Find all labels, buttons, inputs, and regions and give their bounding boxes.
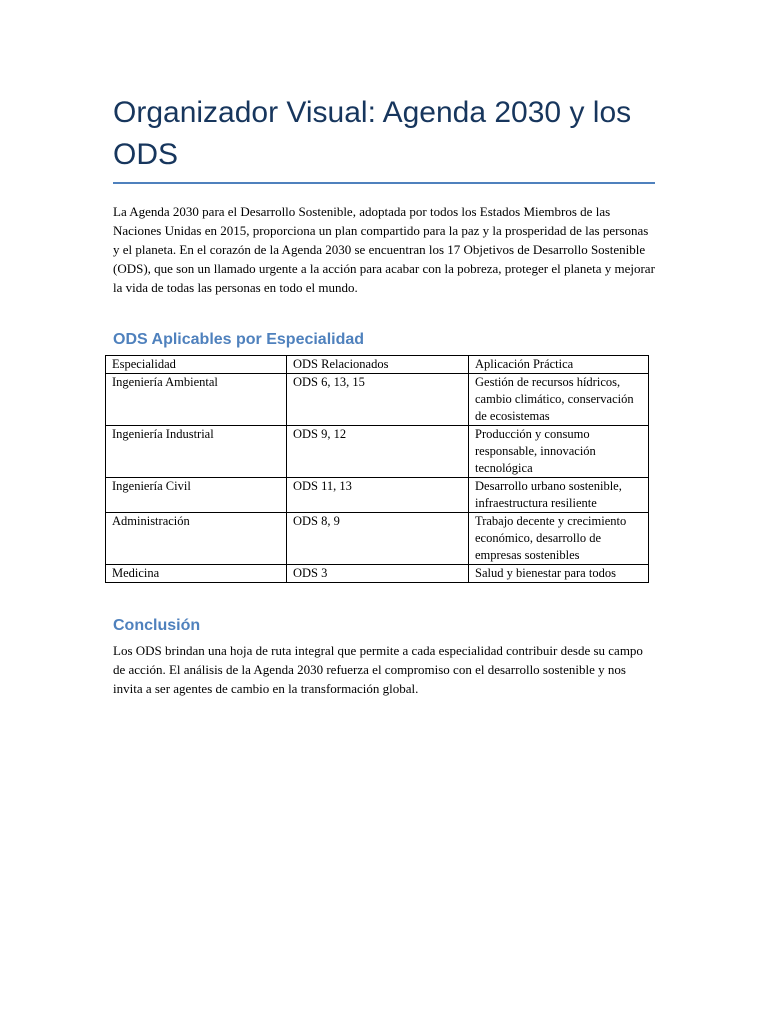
table-header-cell: Aplicación Práctica [469, 356, 649, 374]
table-cell: Ingeniería Industrial [106, 426, 287, 478]
table-cell: Administración [106, 513, 287, 565]
table-cell: ODS 6, 13, 15 [287, 374, 469, 426]
table-cell: Ingeniería Civil [106, 478, 287, 513]
table-row [106, 513, 649, 565]
table-cell: Desarrollo urbano sostenible, infraestructura resiliente [469, 478, 649, 513]
intro-paragraph: La Agenda 2030 para el Desarrollo Sostenible, adoptada por todos los Estados Miembros de las Naciones Unidas en 2015, proporciona un plan compartido para la paz y la prosperidad de las personas y el planeta. En el corazón de la Agenda 2030 se encuentran los 17 Objetivos de Desarrollo Sostenible (ODS), que son un llamado urgente a la acción para acabar con la pobreza, proteger el planeta y mejorar la vida de todas las personas en todo el mundo. [113, 204, 655, 295]
table-header-cell: Especialidad [106, 356, 287, 374]
table-cell: Medicina [106, 565, 287, 583]
document-page [113, 92, 655, 698]
table-row [106, 374, 649, 426]
section-heading-conclusion: Conclusión [113, 617, 201, 634]
table-row [106, 426, 649, 478]
table-cell: Salud y bienestar para todos [469, 565, 649, 583]
table-cell: ODS 3 [287, 565, 469, 583]
table-cell: ODS 9, 12 [287, 426, 469, 478]
conclusion-paragraph: Los ODS brindan una hoja de ruta integral que permite a cada especialidad contribuir desde su campo de acción. El análisis de la Agenda 2030 refuerza el compromiso con el desarrollo sostenible y nos invita a ser agentes de cambio en la transformación global. [113, 643, 643, 696]
ods-table [105, 355, 649, 583]
table-row [106, 565, 649, 583]
table-header-cell: ODS Relacionados [287, 356, 469, 374]
section-heading-ods: ODS Aplicables por Especialidad [113, 331, 365, 348]
table-cell: Ingeniería Ambiental [106, 374, 287, 426]
table-header-row [106, 356, 649, 374]
table-cell: Producción y consumo responsable, innovación tecnológica [469, 426, 649, 478]
document-title: Organizador Visual: Agenda 2030 y los ODS [113, 92, 655, 184]
table-cell: Gestión de recursos hídricos, cambio climático, conservación de ecosistemas [469, 374, 649, 426]
table-row [106, 478, 649, 513]
table-cell: ODS 8, 9 [287, 513, 469, 565]
table-cell: ODS 11, 13 [287, 478, 469, 513]
table-cell: Trabajo decente y crecimiento económico, desarrollo de empresas sostenibles [469, 513, 649, 565]
